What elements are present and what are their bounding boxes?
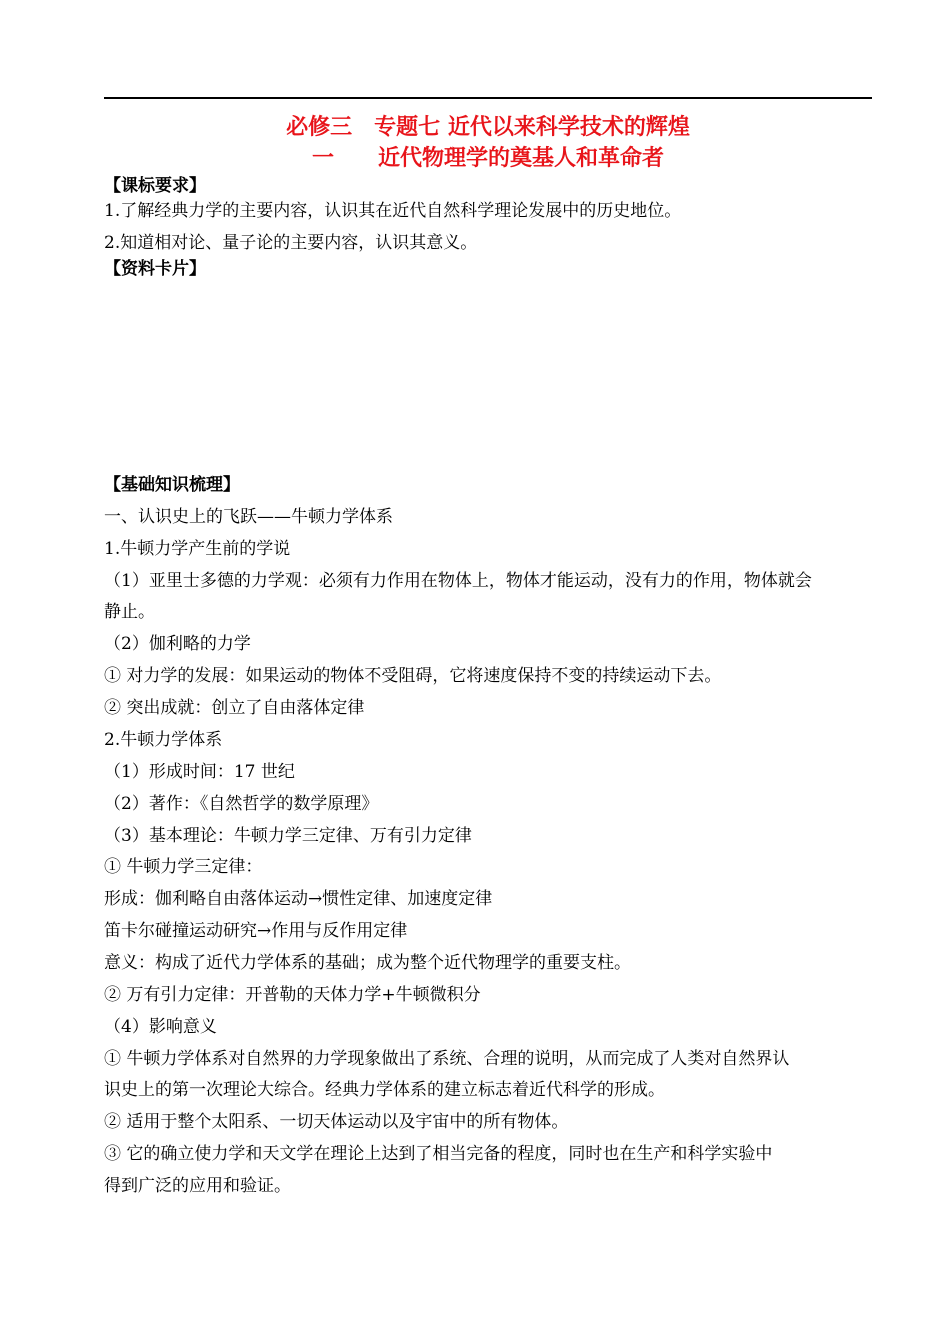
body-line: ① 牛顿力学三定律：	[104, 857, 263, 877]
requirement-item: 2.知道相对论、量子论的主要内容，认识其意义。	[104, 233, 478, 253]
body-line: 识史上的第一次理论大综合。经典力学体系的建立标志着近代科学的形成。	[104, 1080, 665, 1100]
requirement-item: 1.了解经典力学的主要内容，认识其在近代自然科学理论发展中的历史地位。	[104, 201, 682, 221]
body-line: 意义：构成了近代力学体系的基础；成为整个近代物理学的重要支柱。	[104, 953, 631, 973]
body-line: 笛卡尔碰撞运动研究→作用与反作用定律	[104, 921, 408, 941]
body-line: ② 适用于整个太阳系、一切天体运动以及宇宙中的所有物体。	[104, 1112, 569, 1132]
body-line: 1.牛顿力学产生前的学说	[104, 539, 291, 559]
body-line: ① 对力学的发展：如果运动的物体不受阻碍，它将速度保持不变的持续运动下去。	[104, 666, 722, 686]
body-line: ② 突出成就：创立了自由落体定律	[104, 698, 365, 718]
body-line: （3）基本理论：牛顿力学三定律、万有引力定律	[104, 826, 472, 846]
section-heading-requirements: 【课标要求】	[104, 176, 206, 196]
body-line: （4）影响意义	[104, 1017, 217, 1037]
header-rule	[104, 97, 872, 99]
body-line: 形成：伽利略自由落体运动→惯性定律、加速度定律	[104, 889, 493, 909]
body-line: （2）著作：《自然哲学的数学原理》	[104, 794, 379, 814]
body-line: ③ 它的确立使力学和天文学在理论上达到了相当完备的程度，同时也在生产和科学实验中	[104, 1144, 773, 1164]
page-subtitle: 一 近代物理学的奠基人和革命者	[311, 146, 664, 171]
body-line: 得到广泛的应用和验证。	[104, 1176, 291, 1196]
body-line: （2）伽利略的力学	[104, 634, 251, 654]
body-line: ② 万有引力定律：开普勒的天体力学+牛顿微积分	[104, 985, 481, 1005]
body-line: （1）亚里士多德的力学观：必须有力作用在物体上，物体才能运动，没有力的作用，物体就会	[104, 571, 812, 591]
body-line: （1）形成时间：17 世纪	[104, 762, 295, 782]
body-line: ① 牛顿力学体系对自然界的力学现象做出了系统、合理的说明，从而完成了人类对自然界认	[104, 1049, 790, 1069]
section-heading-card: 【资料卡片】	[104, 259, 206, 279]
body-line: 2.牛顿力学体系	[104, 730, 223, 750]
page-title: 必修三 专题七 近代以来科学技术的辉煌	[286, 115, 690, 140]
section-heading-basics: 【基础知识梳理】	[104, 475, 240, 495]
body-line: 一、认识史上的飞跃——牛顿力学体系	[104, 507, 393, 527]
body-line: 静止。	[104, 602, 155, 622]
